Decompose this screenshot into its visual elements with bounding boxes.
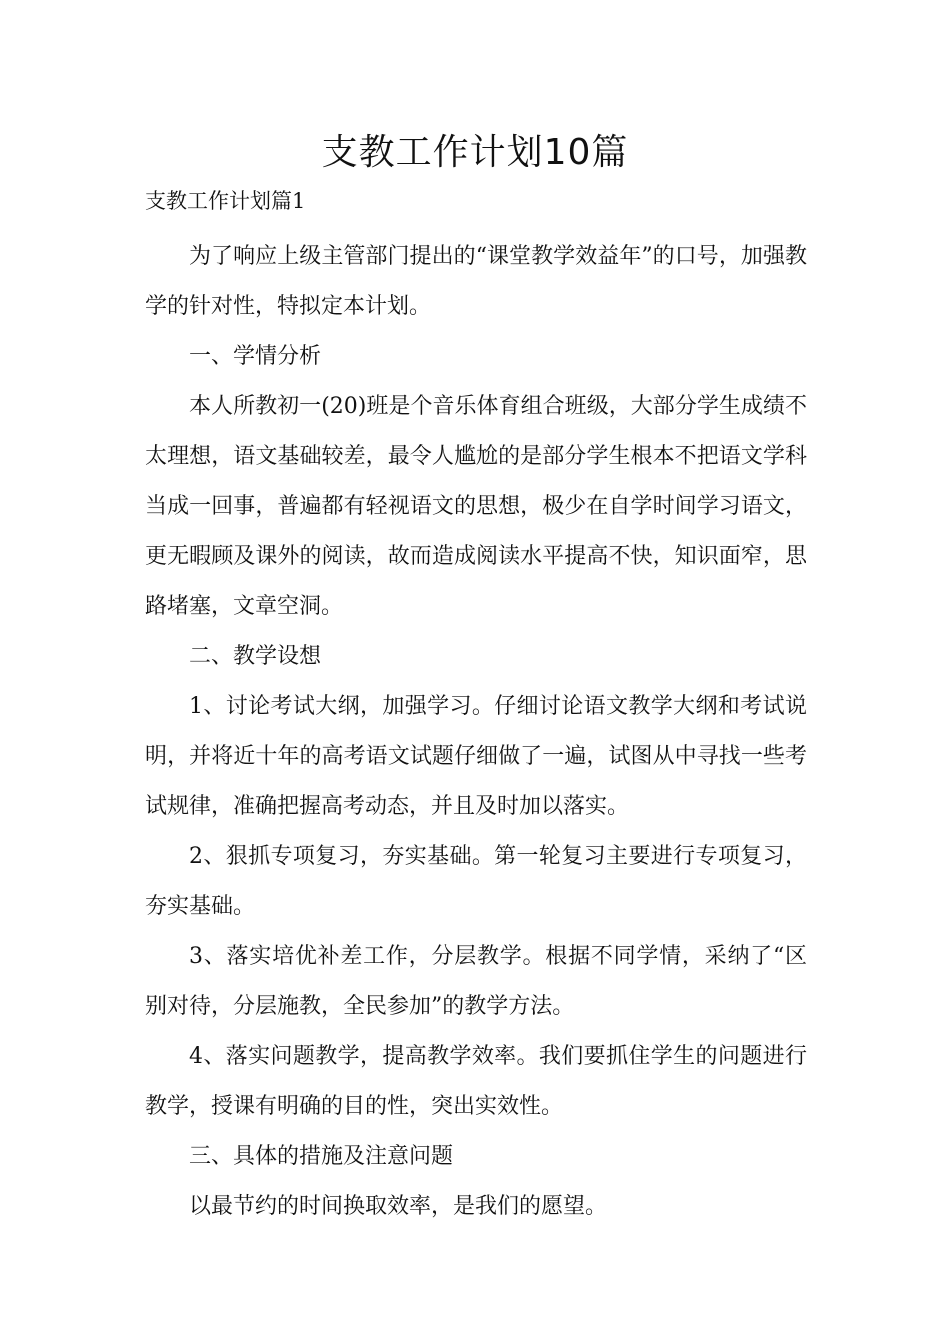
section-title: 支教工作计划篇1 <box>145 189 306 213</box>
document-body <box>145 232 807 1232</box>
paragraph-measures: 以最节约的时间换取效率，是我们的愿望。 <box>189 1194 608 1219</box>
heading-measures: 三、具体的措施及注意问题 <box>189 1144 454 1169</box>
heading-student-analysis: 一、学情分析 <box>189 344 322 369</box>
paragraph-plan-3: 3、落实培优补差工作，分层教学。根据不同学情，采纳了“区别对待，分层施教，全民参加”的教学方法。 <box>145 944 807 1019</box>
paragraph-plan-4: 4、落实问题教学，提高教学效率。我们要抓住学生的问题进行教学，授课有明确的目的性，突出实效性。 <box>145 1044 807 1119</box>
paragraph-plan-1: 1、讨论考试大纲，加强学习。仔细讨论语文教学大纲和考试说明，并将近十年的高考语文试题仔细做了一遍，试图从中寻找一些考试规律，准确把握高考动态，并且及时加以落实。 <box>145 694 807 819</box>
paragraph-student-analysis: 本人所教初一(20)班是个音乐体育组合班级，大部分学生成绩不太理想，语文基础较差，最令人尴尬的是部分学生根本不把语文学科当成一回事，普遍都有轻视语文的思想，极少在自学时间学习语文，更无暇顾及课外的阅读，故而造成阅读水平提高不快，知识面窄，思路堵塞，文章空洞。 <box>145 394 807 619</box>
document-title: 支教工作计划10篇 <box>321 132 629 173</box>
paragraph-plan-2: 2、狠抓专项复习，夯实基础。第一轮复习主要进行专项复习，夯实基础。 <box>145 844 807 919</box>
paragraph-intro: 为了响应上级主管部门提出的“课堂教学效益年”的口号，加强教学的针对性，特拟定本计划。 <box>145 244 807 319</box>
heading-teaching-plan: 二、教学设想 <box>189 644 322 669</box>
